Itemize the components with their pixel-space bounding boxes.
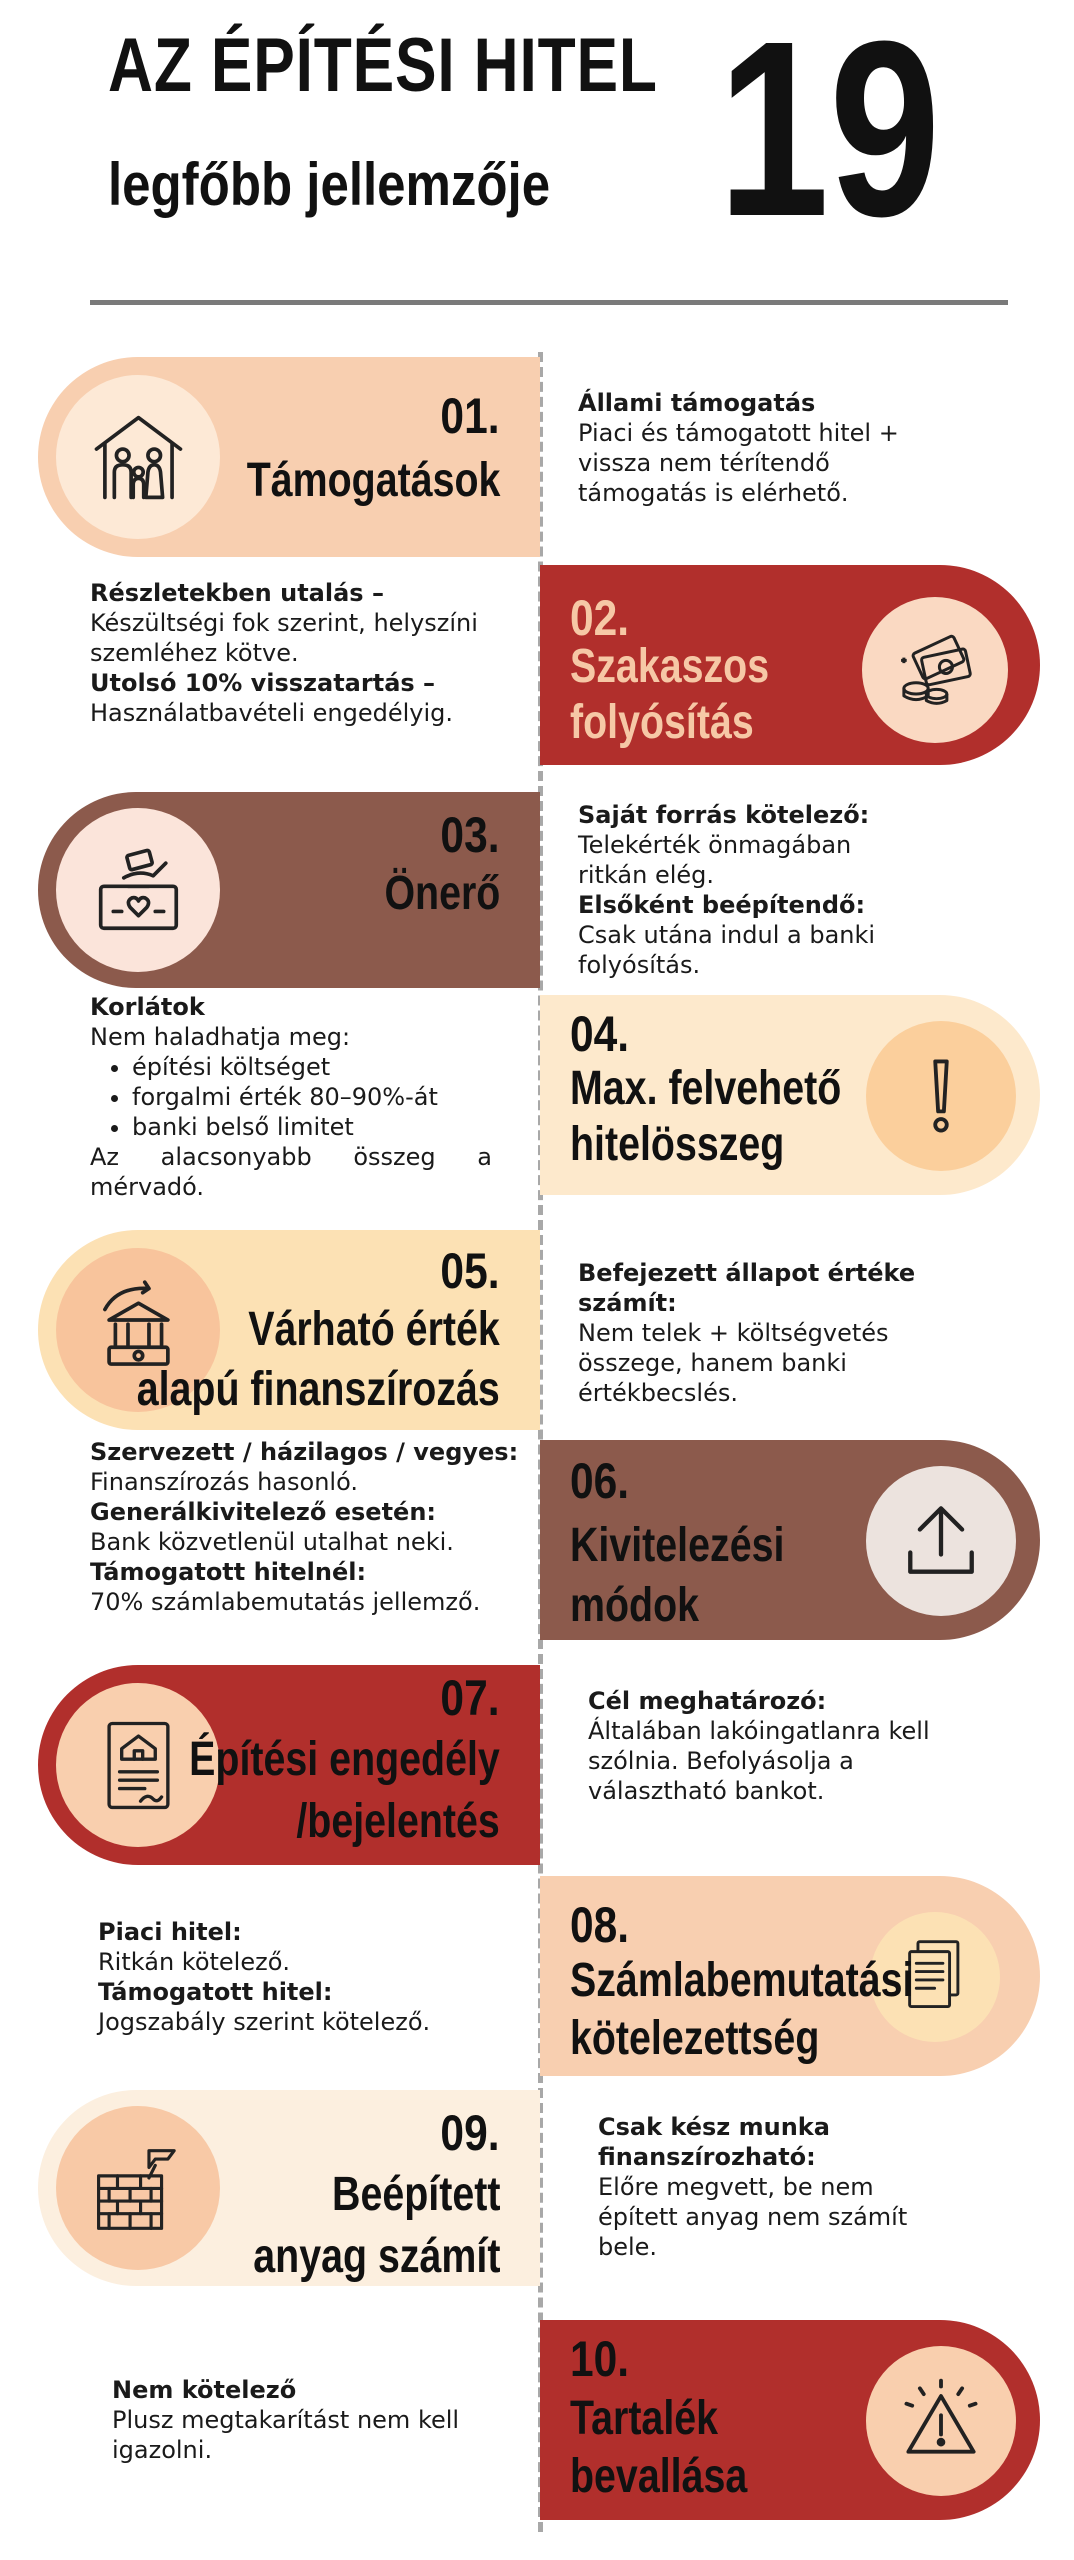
item-04-heading: Max. felvehető hitelösszeg	[570, 1062, 842, 1171]
family-house-icon	[56, 375, 220, 539]
item-04-description: Korlátok Nem haladhatja meg: • építési költséget • forgalmi érték 80–90%-át • banki belső limitet Az alacsonyabb összeg a mérvadó.	[90, 992, 492, 1202]
donation-box-icon	[56, 808, 220, 972]
item-09-description: Csak kész munka finanszírozható: Előre megvett, be nem épített anyag nem számít bele.	[598, 2113, 908, 2261]
exclamation-icon	[866, 1021, 1016, 1171]
item-01-heading: Támogatások	[246, 454, 500, 507]
item-10-heading: Tartalék bevallása	[570, 2392, 748, 2503]
item-06-number: 06.	[570, 1453, 630, 1509]
item-01-description: Állami támogatás Piaci és támogatott hitel + vissza nem térítendő támogatás is elérhető.	[578, 389, 899, 507]
feature-count: 19	[718, 0, 941, 268]
item-06-banner	[540, 1440, 1040, 1640]
upload-icon	[866, 1466, 1016, 1616]
item-10-banner	[540, 2320, 1040, 2520]
item-05-description: Befejezett állapot értéke számít: Nem telek + költségvetés összege, hanem banki értékbecslés.	[578, 1259, 916, 1407]
warning-icon	[866, 2346, 1016, 2496]
item-01-number: 01.	[440, 388, 500, 444]
item-02-heading: Szakaszos folyósítás	[570, 640, 770, 749]
item-02-number: 02.	[570, 590, 630, 646]
item-01-banner	[38, 357, 540, 557]
item-08-number: 08.	[570, 1897, 630, 1953]
list-item: • építési költséget	[132, 1052, 492, 1082]
item-03-heading: Önerő	[384, 867, 500, 920]
item-03-number: 03.	[440, 807, 500, 863]
limits-list	[90, 1052, 492, 1142]
item-07-description: Cél meghatározó: Általában lakóingatlanra kell szólnia. Befolyásolja a választható bankot.	[588, 1687, 930, 1805]
item-09-heading: Beépített anyag számít	[252, 2168, 500, 2283]
item-09-number: 09.	[440, 2105, 500, 2161]
item-03-description: Saját forrás kötelező: Telekérték önmagában ritkán elég. Elsőként beépítendő: Csak utána indul a banki folyósítás.	[578, 801, 876, 979]
item-10-number: 10.	[570, 2331, 630, 2387]
item-08-heading: Számlabemutatási kötelezettség	[570, 1954, 914, 2065]
item-04-banner	[540, 995, 1040, 1195]
item-02-banner	[540, 565, 1040, 765]
list-item: • forgalmi érték 80–90%-át	[132, 1082, 492, 1112]
item-07-heading: Építési engedély /bejelentés	[189, 1733, 500, 1848]
item-07-number: 07.	[440, 1670, 500, 1726]
item-09-banner	[38, 2090, 540, 2286]
item-05-number: 05.	[440, 1243, 500, 1299]
page-subtitle: legfőbb jellemzője	[108, 151, 551, 218]
item-05-heading: Várható érték alapú finanszírozás	[136, 1303, 500, 1416]
list-item: • banki belső limitet	[132, 1112, 492, 1142]
item-08-banner	[540, 1876, 1040, 2076]
item-06-heading: Kivitelezési módok	[570, 1519, 785, 1632]
item-07-banner	[38, 1665, 540, 1865]
item-04-number: 04.	[570, 1006, 630, 1062]
money-coins-icon	[862, 597, 1008, 743]
item-06-description: Szervezett / házilagos / vegyes: Finanszírozás hasonló. Generálkivitelező esetén: Bank közvetlenül utalhat neki. Támogatott hitelnél: 70% számlabemutatás jellemző.	[90, 1438, 519, 1616]
header-divider	[90, 300, 1008, 305]
item-10-description: Nem kötelező Plusz megtakarítást nem kell igazolni.	[112, 2376, 460, 2464]
item-05-banner	[38, 1230, 540, 1430]
page-title: AZ ÉPÍTÉSI HITEL	[108, 23, 658, 108]
item-08-description: Piaci hitel: Ritkán kötelező. Támogatott hitel: Jogszabály szerint kötelező.	[98, 1918, 431, 2036]
item-03-banner	[38, 792, 540, 988]
brick-wall-icon	[56, 2106, 220, 2270]
item-02-description: Részletekben utalás – Készültségi fok szerint, helyszíni szemléhez kötve. Utolsó 10% visszatartás – Használatbavételi engedélyig.	[90, 579, 478, 727]
